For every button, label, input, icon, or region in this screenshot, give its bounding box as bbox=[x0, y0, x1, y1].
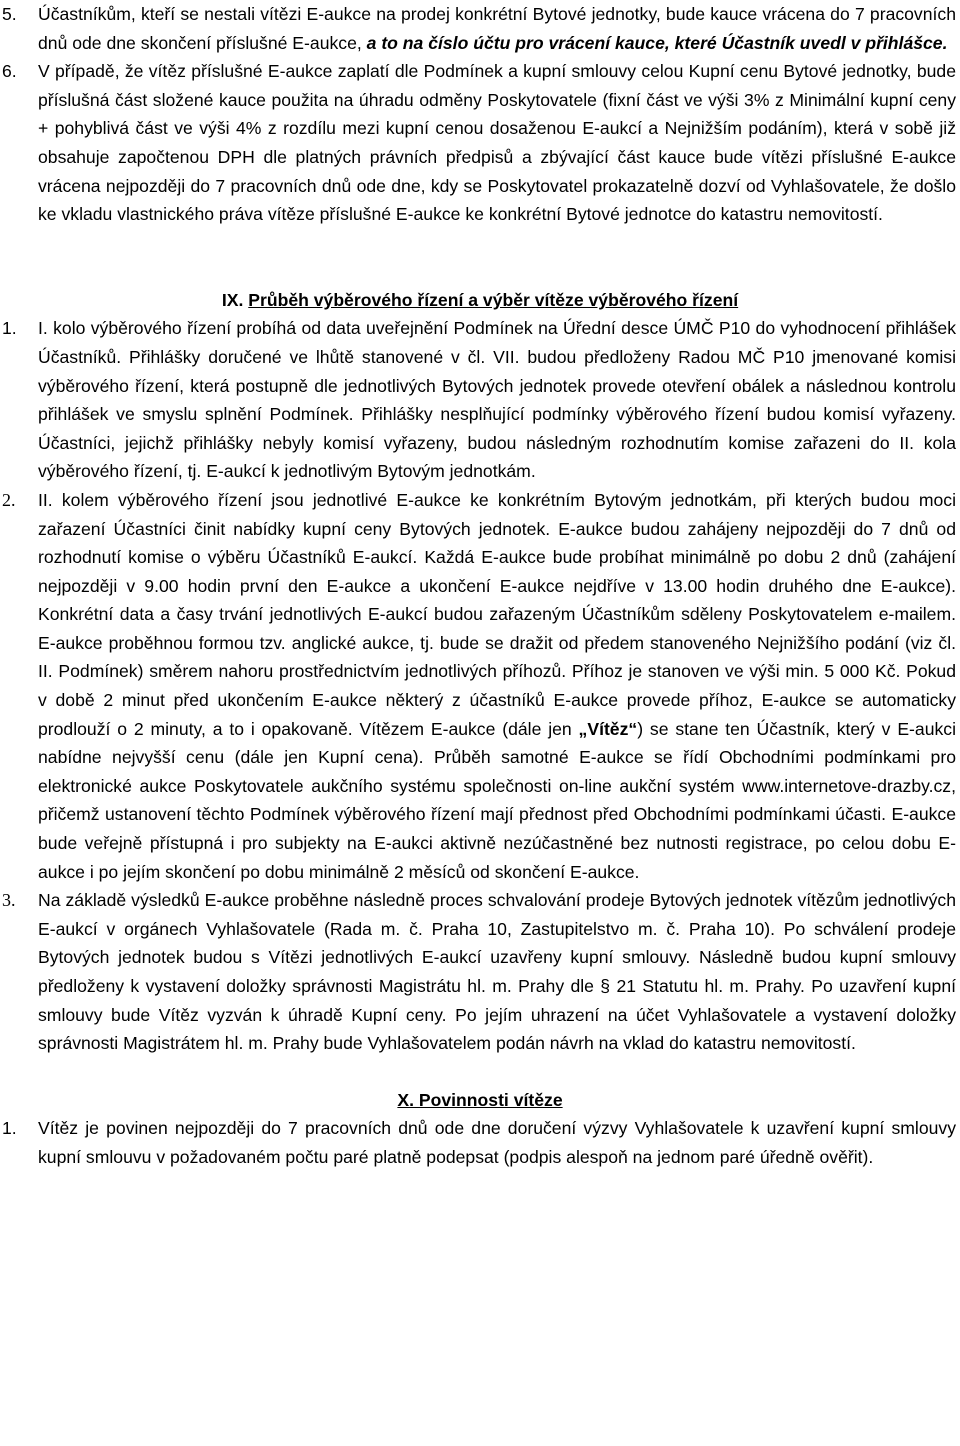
paragraph-text: V případě, že vítěz příslušné E-aukce zaplatí dle Podmínek a kupní smlouvy celou Kupní cenu Bytové jednotky, bude příslušná část složené kauce použita na úhradu odměny Poskytovatele (fixní část ve výši 3% z Minimální kupní ceny + pohyblivá část ve výši 4% z rozdílu mezi kupní cenou dosaženou E-aukcí a Nejnižším podáním), která v sobě již obsahuje započtenou DPH dle platných právních předpisů a zbývající část kauce bude vítězi příslušné E-aukce vrácena nejpozději do 7 pracovních dnů ode dne, kdy se Poskytovatel prokazatelně dozví od Vyhlašovatele, že došlo ke vkladu vlastnického práva vítěze příslušné E-aukce ke konkrétní Bytové jednotce do katastru nemovitostí. bbox=[38, 61, 956, 225]
section-number: IX. bbox=[221, 289, 244, 310]
paragraph-viii-5 bbox=[0, 0, 960, 57]
paragraph-number: 1. bbox=[2, 318, 17, 339]
paragraph-number: 6. bbox=[2, 61, 17, 82]
paragraph-number: 2. bbox=[2, 489, 16, 510]
paragraph-ix-3 bbox=[0, 886, 960, 1058]
section-title: X. Povinnosti vítěze bbox=[397, 1089, 563, 1110]
paragraph-emphasis: a to na číslo účtu pro vrácení kauce, které Účastník uvedl v přihlášce. bbox=[366, 32, 948, 53]
section-title: Průběh výběrového řízení a výběr vítěze výběrového řízení bbox=[248, 289, 739, 310]
paragraph-number: 3. bbox=[2, 890, 16, 911]
paragraph-number: 5. bbox=[2, 4, 17, 24]
paragraph-text: Účastníkům, kteří se nestali vítězi E-aukce na prodej konkrétní Bytové jednotky, bude kauce vrácena do 7 pracovních dnů ode dne skončení příslušné E-aukce, bbox=[38, 4, 956, 53]
defined-term-vitez: „Vítěz“ bbox=[578, 718, 638, 739]
paragraph-ix-2 bbox=[0, 486, 960, 886]
paragraph-text: Na základě výsledků E-aukce proběhne následně proces schvalování prodeje Bytových jednotek vítězům jednotlivých E-aukcí v orgánech Vyhlašovatele (Rada m. č. Praha 10, Zastupitelstvo m. č. Praha 10). Po schválení prodeje Bytových jednotek budou s Vítězi jednotlivých E-aukcí uzavřeny kupní smlouvy. Následně budou kupní smlouvy předloženy k vystavení doložky správnosti Magistrátu hl. m. Prahy dle § 21 Statutu hl. m. Prahy. Po uzavření kupní smlouvy bude Vítěz vyzván k úhradě Kupní ceny. Po jejím uhrazení na účet Vyhlašovatele a vystavení doložky správnosti Magistrátem hl. m. Prahy bude Vyhlašovatelem podán návrh na vklad do katastru nemovitostí. bbox=[38, 890, 956, 1054]
paragraph-viii-6 bbox=[0, 57, 960, 229]
paragraph-text: I. kolo výběrového řízení probíhá od data uveřejnění Podmínek na Úřední desce ÚMČ P10 do vyhodnocení přihlášek Účastníků. Přihlášky doručené ve lhůtě stanovené v čl. VII. budou předloženy Radou MČ P10 jmenované komisi výběrového řízení, která postupně dle jednotlivých Bytových jednotek provede otevření obálek a následnou kontrolu přihlášek ve smyslu splnění Podmínek. Přihlášky nesplňující podmínky výběrového řízení budou komisí vyřazeny. Účastníci, jejichž přihlášky nebyly komisí vyřazeny, budou následným rozhodnutím komise zařazeni do II. kola výběrového řízení, tj. E-aukcí k jednotlivým Bytovým jednotkám. bbox=[38, 318, 956, 482]
paragraph-x-1 bbox=[0, 1114, 960, 1171]
paragraph-ix-1 bbox=[0, 314, 960, 486]
paragraph-text: Vítěz je povinen nejpozději do 7 pracovních dnů ode dne doručení výzvy Vyhlašovatele k uzavření kupní smlouvy kupní smlouvu v požadovaném počtu paré platně podepsat (podpis alespoň na jednom paré úředně ověřit). bbox=[38, 1118, 956, 1167]
section-x-heading bbox=[0, 1086, 960, 1115]
paragraph-text-continued: ) se stane ten Účastník, který v E-aukci nabídne nejvyšší cenu (dále jen Kupní cena). Průběh samotné E-aukce se řídí Obchodními podmínkami pro elektronické aukce Poskytovatele aukčního systému společnosti on-line aukční systém www.internetove-drazby.cz, přičemž ustanovení těchto Podmínek výběrového řízení mají přednost před Obchodními podmínkami účasti. E-aukce bude veřejně přístupná i pro subjekty na E-aukci aktivně nezúčastněné bez nutnosti registrace, po celou dobu E-aukce i po jejím skončení po dobu minimálně 2 měsíců od skončení E-aukce. bbox=[38, 718, 956, 882]
paragraph-number: 1. bbox=[2, 1118, 17, 1139]
section-ix-heading bbox=[0, 286, 960, 315]
paragraph-text: II. kolem výběrového řízení jsou jednotlivé E-aukce ke konkrétním Bytovým jednotkám, při kterých budou moci zařazení Účastníci činit nabídky kupní ceny Bytových jednotek. E-aukce budou zahájeny nejpozději do 7 dnů od rozhodnutí komise o výběru Účastníků E-aukcí. Každá E-aukce bude probíhat minimálně po dobu 2 dnů (zahájení nejpozději v 9.00 hodin první den E-aukce a ukončení E-aukce nejdříve v 13.00 hodin druhého dne E-aukce). Konkrétní data a časy trvání jednotlivých E-aukcí budou zařazeným Účastníkům sděleny Poskytovatelem e-mailem. E-aukce proběhnou formou tzv. anglické aukce, tj. bude se dražit od předem stanoveného Nejnižšího podání (viz čl. II. Podmínek) směrem nahoru prostřednictvím jednotlivých příhozů. Příhoz je stanoven ve výši min. 5 000 Kč. Pokud v době 2 minut před ukončením E-aukce některý z účastníků E-aukce provede příhoz, E-aukce se automaticky prodlouží o 2 minuty, a to i opakovaně. Vítězem E-aukce (dále jen bbox=[38, 489, 956, 739]
